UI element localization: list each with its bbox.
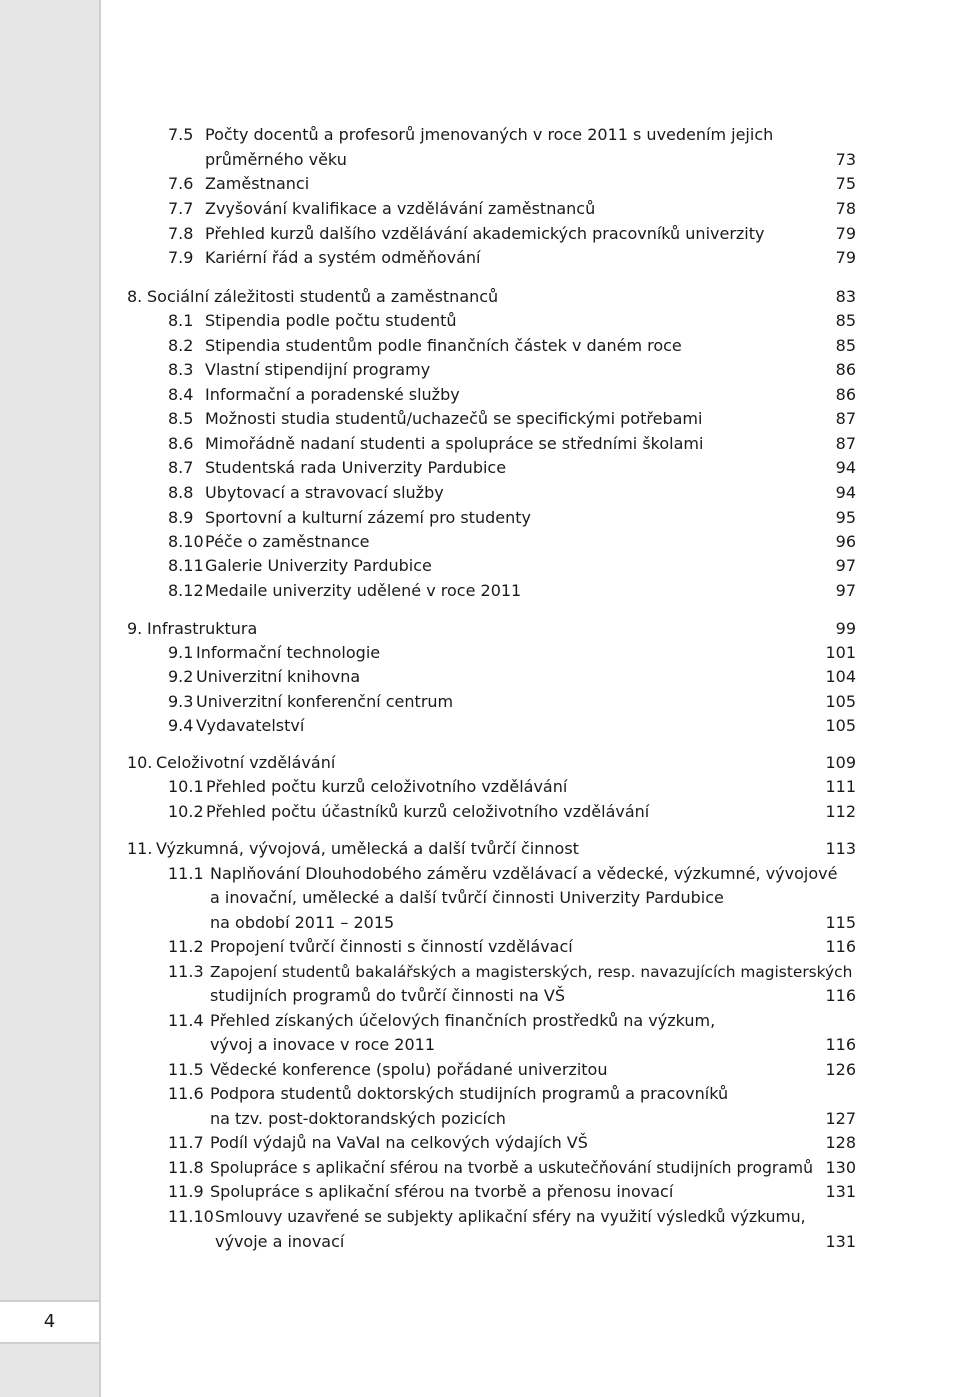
toc-page: 94 — [835, 483, 856, 502]
toc-title: Sociální záležitosti studentů a zaměstnanců — [147, 287, 499, 306]
toc-page: 128 — [825, 1133, 856, 1152]
toc-number: 10. — [127, 753, 153, 772]
toc-title: Vědecké konference (spolu) pořádané univerzitou — [210, 1060, 608, 1079]
toc-title: studijních programů do tvůrčí činnosti na VŠ — [210, 986, 565, 1005]
toc-number: 8.5 — [168, 409, 194, 428]
toc-entry-9-1 — [0, 641, 960, 665]
toc-entry-11-7 — [0, 1131, 960, 1155]
toc-chapter-8 — [0, 285, 960, 309]
toc-title: Galerie Univerzity Pardubice — [205, 556, 432, 575]
toc-entry-7-7 — [0, 197, 960, 221]
toc-page: 131 — [825, 1182, 856, 1201]
toc-entry-11-1-cont2 — [0, 911, 960, 935]
toc-title: Zaměstnanci — [205, 174, 310, 193]
toc-entry-7-9 — [0, 246, 960, 270]
toc-entry-9-2 — [0, 665, 960, 689]
toc-page: 126 — [825, 1060, 856, 1079]
toc-title: Univerzitní knihovna — [196, 667, 361, 686]
toc-number: 11.7 — [168, 1133, 204, 1152]
toc-number: 11.9 — [168, 1182, 204, 1201]
toc-entry-8-5 — [0, 407, 960, 431]
toc-entry-11-9 — [0, 1180, 960, 1204]
toc-entry-8-3 — [0, 358, 960, 382]
toc-page: 113 — [825, 839, 856, 858]
toc-title: Mimořádně nadaní studenti a spolupráce se středními školami — [205, 434, 704, 453]
toc-page: 130 — [825, 1158, 856, 1177]
toc-number: 8. — [127, 287, 143, 306]
toc-number: 8.10 — [168, 532, 204, 551]
toc-entry-8-7 — [0, 456, 960, 480]
toc-number: 8.9 — [168, 508, 194, 527]
toc-entry-9-4 — [0, 714, 960, 738]
toc-number: 11.4 — [168, 1011, 204, 1030]
toc-number: 8.1 — [168, 311, 194, 330]
toc-number: 9.3 — [168, 692, 194, 711]
toc-title: Přehled počtu kurzů celoživotního vzdělávání — [206, 777, 568, 796]
toc-entry-7-8 — [0, 222, 960, 246]
toc-entry-11-5 — [0, 1058, 960, 1082]
toc-page: 95 — [835, 508, 856, 527]
toc-title: Infrastruktura — [147, 619, 258, 638]
toc-page: 78 — [835, 199, 856, 218]
toc-number: 7.6 — [168, 174, 194, 193]
toc-page: 73 — [835, 150, 856, 169]
toc-entry-8-10 — [0, 530, 960, 554]
toc-page: 87 — [835, 409, 856, 428]
toc-entry-11-2 — [0, 935, 960, 959]
toc-entry-8-9 — [0, 506, 960, 530]
toc-page: 112 — [825, 802, 856, 821]
toc-entry-8-6 — [0, 432, 960, 456]
toc-title: Přehled počtu účastníků kurzů celoživotního vzdělávání — [206, 802, 650, 821]
toc-page: 97 — [835, 581, 856, 600]
toc-entry-11-10-cont — [0, 1230, 960, 1254]
toc-title: na tzv. post-doktorandských pozicích — [210, 1109, 506, 1128]
toc-title: Kariérní řád a systém odměňování — [205, 248, 481, 267]
toc-number: 9.2 — [168, 667, 194, 686]
toc-entry-8-8 — [0, 481, 960, 505]
toc-title: Informační a poradenské služby — [205, 385, 460, 404]
toc-title: Péče o zaměstnance — [205, 532, 370, 551]
toc-title: Spolupráce s aplikační sférou na tvorbě a přenosu inovací — [210, 1182, 674, 1201]
toc-title: Výzkumná, vývojová, umělecká a další tvůrčí činnost — [156, 839, 579, 858]
toc-number: 9. — [127, 619, 143, 638]
toc-page: 104 — [825, 667, 856, 686]
toc-number: 8.2 — [168, 336, 194, 355]
toc-number: 11.6 — [168, 1084, 204, 1103]
toc-page: 83 — [835, 287, 856, 306]
toc-page: 101 — [825, 643, 856, 662]
toc-number: 8.11 — [168, 556, 204, 575]
toc-title: na období 2011 – 2015 — [210, 913, 395, 932]
toc-title: vývoje a inovací — [215, 1232, 345, 1251]
toc-number: 8.4 — [168, 385, 194, 404]
toc-page: 105 — [825, 692, 856, 711]
toc-entry-8-2 — [0, 334, 960, 358]
toc-title: Celoživotní vzdělávání — [156, 753, 336, 772]
toc-page: 127 — [825, 1109, 856, 1128]
toc-title: Vlastní stipendijní programy — [205, 360, 431, 379]
toc-entry-11-8 — [0, 1156, 960, 1180]
toc-page: 86 — [835, 360, 856, 379]
toc-number: 7.9 — [168, 248, 194, 267]
toc-entry-8-12 — [0, 579, 960, 603]
toc-title: Smlouvy uzavřené se subjekty aplikační sféry na využití výsledků výzkumu, — [215, 1208, 806, 1226]
toc-page: 115 — [825, 913, 856, 932]
toc-number: 7.8 — [168, 224, 194, 243]
toc-number: 11.10 — [168, 1207, 214, 1226]
toc-page: 116 — [825, 1035, 856, 1054]
toc-number: 11.3 — [168, 962, 204, 981]
toc-entry-8-11 — [0, 554, 960, 578]
toc-entry-9-3 — [0, 690, 960, 714]
toc-title: Zapojení studentů bakalářských a magisterských, resp. navazujících magisterských — [210, 963, 853, 981]
toc-page: 116 — [825, 986, 856, 1005]
toc-number: 11.1 — [168, 864, 204, 883]
toc-number: 8.6 — [168, 434, 194, 453]
toc-title: Přehled získaných účelových finančních prostředků na výzkum, — [210, 1011, 716, 1030]
toc-chapter-10 — [0, 751, 960, 775]
toc-number: 10.2 — [168, 802, 204, 821]
toc-page: 105 — [825, 716, 856, 735]
toc-title: vývoj a inovace v roce 2011 — [210, 1035, 436, 1054]
toc-title: průměrného věku — [205, 150, 347, 169]
toc-page: 79 — [835, 224, 856, 243]
toc-number: 9.4 — [168, 716, 194, 735]
toc-title: Studentská rada Univerzity Pardubice — [205, 458, 507, 477]
toc-number: 11.2 — [168, 937, 204, 956]
toc-title: Medaile univerzity udělené v roce 2011 — [205, 581, 522, 600]
toc-page: 86 — [835, 385, 856, 404]
toc-number: 11.8 — [168, 1158, 204, 1177]
toc-page: 131 — [825, 1232, 856, 1251]
toc-title: Sportovní a kulturní zázemí pro studenty — [205, 508, 531, 527]
toc-title: Podpora studentů doktorských studijních programů a pracovníků — [210, 1084, 729, 1103]
toc-title: Počty docentů a profesorů jmenovaných v roce 2011 s uvedením jejich — [205, 125, 774, 144]
toc-number: 11.5 — [168, 1060, 204, 1079]
toc-title: Podíl výdajů na VaVaI na celkových výdajích VŠ — [210, 1133, 588, 1152]
toc-page: 109 — [825, 753, 856, 772]
toc-entry-10-1 — [0, 775, 960, 799]
toc-number: 8.12 — [168, 581, 204, 600]
toc-entry-11-3-cont — [0, 984, 960, 1008]
toc-number: 7.5 — [168, 125, 194, 144]
toc-title: Možnosti studia studentů/uchazečů se specifickými potřebami — [205, 409, 703, 428]
toc-page: 79 — [835, 248, 856, 267]
toc-entry-11-1 — [0, 862, 960, 886]
toc-entry-11-1-cont — [0, 886, 960, 910]
toc-entry-11-6 — [0, 1082, 960, 1106]
toc-entry-7-5-cont — [0, 148, 960, 172]
toc-number: 8.3 — [168, 360, 194, 379]
toc-page: 97 — [835, 556, 856, 575]
toc-number: 8.7 — [168, 458, 194, 477]
toc-title: Ubytovací a stravovací služby — [205, 483, 444, 502]
toc-title: Zvyšování kvalifikace a vzdělávání zaměstnanců — [205, 199, 596, 218]
toc-entry-11-6-cont — [0, 1107, 960, 1131]
toc-title: a inovační, umělecké a další tvůrčí činnosti Univerzity Pardubice — [210, 888, 724, 907]
toc-entry-7-5 — [0, 123, 960, 147]
toc-page: 116 — [825, 937, 856, 956]
toc-entry-10-2 — [0, 800, 960, 824]
toc-title: Propojení tvůrčí činnosti s činností vzdělávací — [210, 937, 573, 956]
page-number: 4 — [0, 1300, 99, 1344]
toc-title: Vydavatelství — [196, 716, 305, 735]
toc-entry-11-10 — [0, 1205, 960, 1229]
toc-page: 87 — [835, 434, 856, 453]
toc-page: 85 — [835, 311, 856, 330]
toc-entry-11-4 — [0, 1009, 960, 1033]
toc-title: Přehled kurzů dalšího vzdělávání akademických pracovníků univerzity — [205, 224, 765, 243]
toc-chapter-9 — [0, 617, 960, 641]
toc-entry-11-3 — [0, 960, 960, 984]
toc-page: 111 — [825, 777, 856, 796]
toc-number: 10.1 — [168, 777, 204, 796]
toc-page: 94 — [835, 458, 856, 477]
toc-number: 7.7 — [168, 199, 194, 218]
toc-entry-8-1 — [0, 309, 960, 333]
toc-page: 75 — [835, 174, 856, 193]
toc-page: 85 — [835, 336, 856, 355]
toc-entry-11-4-cont — [0, 1033, 960, 1057]
toc-entry-8-4 — [0, 383, 960, 407]
toc-number: 8.8 — [168, 483, 194, 502]
toc-title: Spolupráce s aplikační sférou na tvorbě a uskutečňování studijních programů — [210, 1159, 813, 1177]
toc-title: Informační technologie — [196, 643, 381, 662]
toc-number: 9.1 — [168, 643, 194, 662]
toc-title: Stipendia studentům podle finančních částek v daném roce — [205, 336, 682, 355]
toc-page: 96 — [835, 532, 856, 551]
toc-title: Stipendia podle počtu studentů — [205, 311, 457, 330]
toc-title: Naplňování Dlouhodobého záměru vzdělávací a vědecké, výzkumné, vývojové — [210, 864, 838, 883]
toc-title: Univerzitní konferenční centrum — [196, 692, 454, 711]
toc-page: 99 — [835, 619, 856, 638]
toc-entry-7-6 — [0, 172, 960, 196]
toc-chapter-11 — [0, 837, 960, 861]
toc-number: 11. — [127, 839, 153, 858]
